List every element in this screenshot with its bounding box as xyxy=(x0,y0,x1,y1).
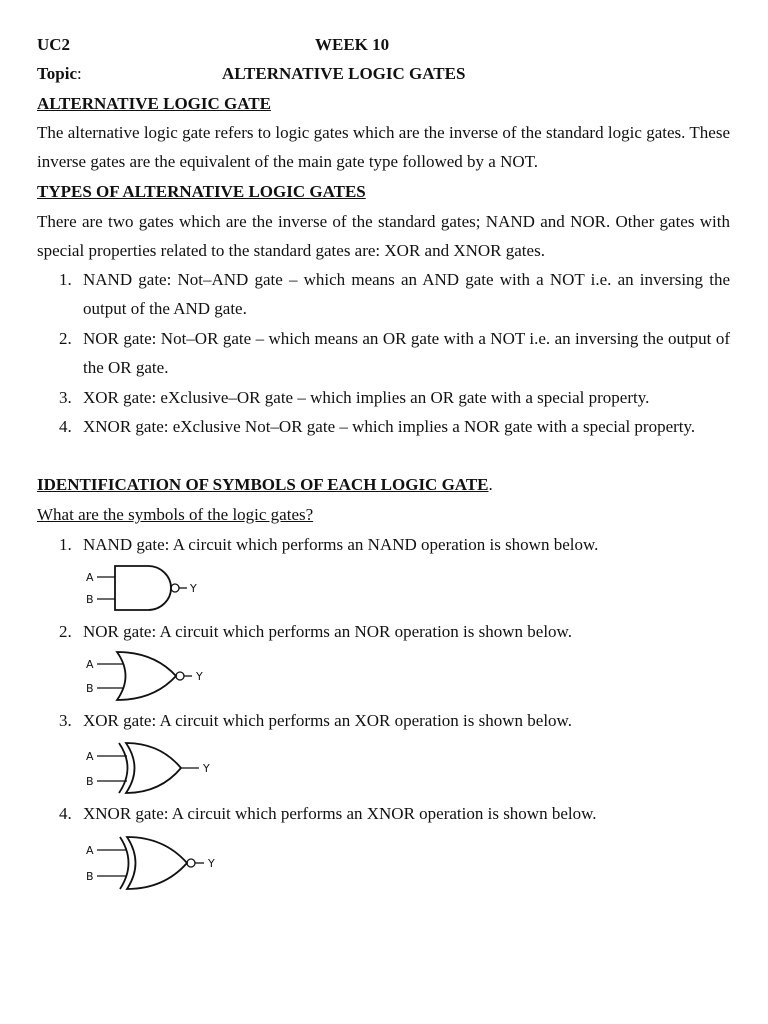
list-number: 4. xyxy=(59,804,72,823)
input-a-label: A xyxy=(86,571,94,584)
symbols-heading-text: IDENTIFICATION OF SYMBOLS OF EACH LOGIC GATE xyxy=(37,475,489,494)
symbols-heading-period: . xyxy=(488,475,493,494)
symbols-question: What are the symbols of the logic gates? xyxy=(37,505,314,524)
output-y-label: Y xyxy=(208,857,215,870)
topic-title: ALTERNATIVE LOGIC GATES xyxy=(222,64,466,83)
list-item xyxy=(37,706,730,735)
input-b-label: B xyxy=(86,775,94,788)
list-number: 3. xyxy=(59,388,72,407)
list-text: XNOR gate: eXclusive Not–OR gate – which implies a NOR gate with a special property. xyxy=(83,417,696,436)
list-text: NAND gate: Not–AND gate – which means an AND gate with a NOT i.e. an inversing the output of the AND gate. xyxy=(83,270,730,318)
output-y-label: Y xyxy=(203,762,210,775)
section-heading-types: TYPES OF ALTERNATIVE LOGIC GATES xyxy=(37,182,366,201)
xnor-gate-diagram xyxy=(84,832,224,892)
input-a-label: A xyxy=(86,844,94,857)
section-heading-alternative: ALTERNATIVE LOGIC GATE xyxy=(37,94,271,113)
week-label: WEEK 10 xyxy=(315,35,390,54)
section-heading-symbols xyxy=(37,475,493,495)
list-number: 1. xyxy=(59,270,72,289)
input-a-label: A xyxy=(86,658,94,671)
output-y-label: Y xyxy=(190,582,197,595)
list-text: NOR gate: A circuit which performs an NOR operation is shown below. xyxy=(83,622,572,641)
list-text: NAND gate: A circuit which performs an NAND operation is shown below. xyxy=(83,535,599,554)
intro-paragraph: The alternative logic gate refers to logic gates which are the inverse of the standard logic gates. These inverse gates are the equivalent of the main gate type followed by a NOT. xyxy=(37,123,730,171)
list-item xyxy=(37,383,730,412)
topic-label: Topic xyxy=(37,64,78,83)
topic-row xyxy=(37,64,82,84)
list-number: 4. xyxy=(59,417,72,436)
list-item xyxy=(37,799,730,828)
nand-gate-diagram xyxy=(84,562,214,614)
list-number: 3. xyxy=(59,711,72,730)
list-number: 1. xyxy=(59,535,72,554)
list-item xyxy=(37,617,730,646)
list-item xyxy=(37,530,730,559)
list-text: XOR gate: eXclusive–OR gate – which implies an OR gate with a special property. xyxy=(83,388,650,407)
list-number: 2. xyxy=(59,329,72,348)
topic-colon: : xyxy=(77,64,82,83)
list-text: XOR gate: A circuit which performs an XOR operation is shown below. xyxy=(83,711,572,730)
list-text: NOR gate: Not–OR gate – which means an OR gate with a NOT i.e. an inversing the output of the OR gate. xyxy=(83,329,730,377)
list-text: XNOR gate: A circuit which performs an XNOR operation is shown below. xyxy=(83,804,597,823)
types-paragraph: There are two gates which are the inverse of the standard gates; NAND and NOR. Other gates with special properties related to the standard gates are: XOR and XNOR gates. xyxy=(37,212,730,260)
nor-gate-diagram xyxy=(84,648,214,704)
list-item xyxy=(37,324,730,382)
input-a-label: A xyxy=(86,750,94,763)
input-b-label: B xyxy=(86,593,94,606)
course-code: UC2 xyxy=(37,35,71,54)
list-item xyxy=(37,265,730,323)
input-b-label: B xyxy=(86,870,94,883)
xor-gate-diagram xyxy=(84,738,219,796)
list-number: 2. xyxy=(59,622,72,641)
output-y-label: Y xyxy=(196,670,203,683)
input-b-label: B xyxy=(86,682,94,695)
list-item xyxy=(37,412,730,441)
